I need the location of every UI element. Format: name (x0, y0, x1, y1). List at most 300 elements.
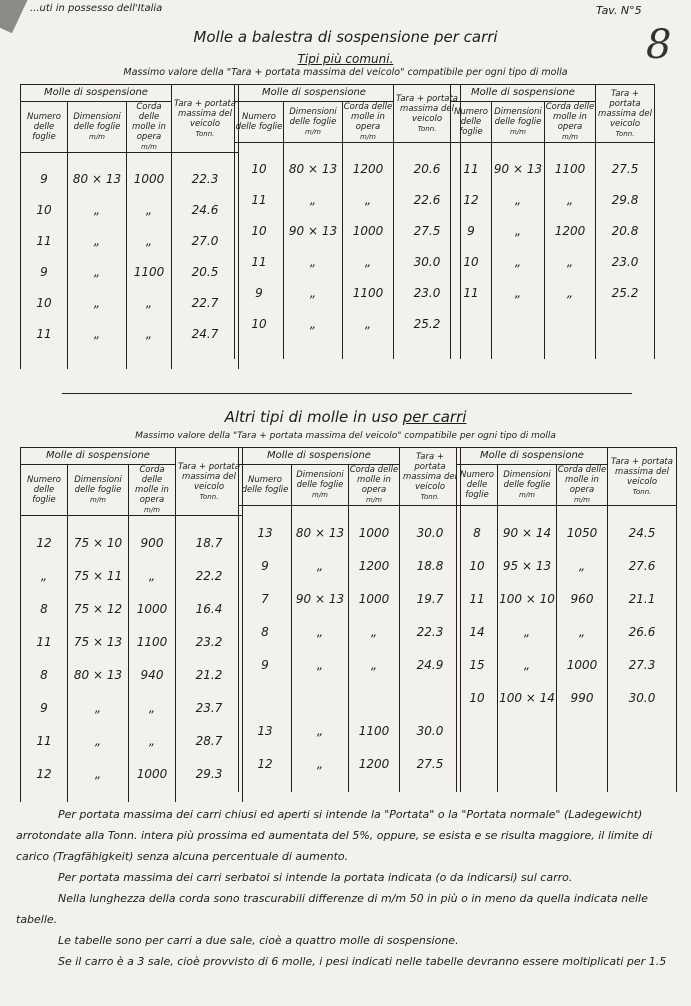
header-dim-label: Dimensioni delle foglie (74, 475, 122, 495)
header-tara-label: Tara + portata massima del veicolo (396, 93, 458, 124)
table-cell: 90 × 14 (498, 516, 557, 549)
table-cell: 10 (457, 549, 498, 582)
note-paragraph: Le tabelle sono per carri a due sale, cioè a quattro molle di sospensione. (58, 934, 459, 947)
table-cell: 80 × 13 (68, 163, 127, 194)
header-tara-unit: Tonn. (615, 129, 635, 138)
table-cell (608, 747, 677, 780)
header-tara (608, 448, 677, 506)
table-row (451, 184, 655, 215)
spacer-cell (68, 349, 127, 369)
table-cell: „ (557, 615, 608, 648)
table-cell: 940 (129, 658, 176, 691)
table-cell: „ (557, 549, 608, 582)
table-cell: 1100 (349, 714, 400, 747)
spacer-cell (400, 780, 461, 792)
section1-title: Molle a balestra di sospensione per carri (193, 28, 498, 46)
table-cell: 95 × 13 (498, 549, 557, 582)
header-dim (492, 102, 545, 143)
header-num-label: Numero delle foglie (241, 475, 289, 495)
table-cell: 1200 (545, 215, 596, 246)
table-cell: 7 (239, 582, 292, 615)
table-cell: 10 (21, 287, 68, 318)
spacer-cell (172, 349, 239, 369)
table-row (21, 163, 239, 194)
table-cell: 10 (21, 194, 68, 225)
table-cell: 25.2 (394, 308, 461, 339)
table-cell: „ (68, 287, 127, 318)
table-cell (545, 308, 596, 339)
table-cell: „ (292, 648, 349, 681)
header-num (21, 465, 68, 516)
table-row (21, 559, 243, 592)
spacer-cell (498, 780, 557, 792)
header-corda-label: Corda delle molle in opera (349, 465, 399, 495)
table-row (21, 526, 243, 559)
table-cell: „ (127, 225, 172, 256)
table-cell (451, 308, 492, 339)
table-cell: „ (545, 277, 596, 308)
spacer-cell (451, 339, 492, 359)
table-row (235, 308, 461, 339)
spacer-cell (235, 339, 284, 359)
spacer-cell (239, 780, 292, 792)
table-cell (498, 747, 557, 780)
table-cell: 13 (239, 516, 292, 549)
header-corda (129, 465, 176, 516)
table-row (457, 615, 677, 648)
table-cell: 24.7 (172, 318, 239, 349)
table-cell: 30.0 (400, 516, 461, 549)
table-row (21, 691, 243, 724)
table-row (235, 184, 461, 215)
table-cell: 11 (457, 582, 498, 615)
table-cell: „ (349, 648, 400, 681)
table-cell: 80 × 13 (284, 153, 343, 184)
table-row (239, 681, 461, 714)
table-cell: „ (492, 184, 545, 215)
header-dim (284, 102, 343, 143)
header-tara-label: Tara + portata massima del veicolo (598, 88, 652, 129)
header-dim-unit: m/m (519, 491, 535, 499)
table-cell: 14 (457, 615, 498, 648)
table-cell (608, 714, 677, 747)
header-tara-unit: Tonn. (195, 129, 215, 138)
table-row (451, 246, 655, 277)
header-corda-label: Corda delle molle in opera (545, 102, 595, 132)
table-cell: 11 (21, 318, 68, 349)
header-num-label: Numero delle foglie (27, 475, 61, 505)
handwritten-page-mark: 8 (646, 22, 672, 68)
table-cell: „ (284, 277, 343, 308)
header-num-label: Numero delle foglie (454, 107, 488, 137)
spring-table (20, 447, 243, 802)
spacer-cell (127, 153, 172, 164)
table-cell: „ (349, 615, 400, 648)
table-cell: 30.0 (400, 714, 461, 747)
table-cell: 9 (21, 256, 68, 287)
table-row (451, 308, 655, 339)
spacer-cell (68, 153, 127, 164)
table-row (457, 582, 677, 615)
table-row (21, 287, 239, 318)
table-row (21, 625, 243, 658)
spacer-cell (21, 349, 68, 369)
header-corda (343, 102, 394, 143)
header-tara-unit: Tonn. (199, 492, 219, 501)
table-cell: 23.2 (176, 625, 243, 658)
spacer-cell (129, 790, 176, 802)
table-cell: 960 (557, 582, 608, 615)
table-row (239, 714, 461, 747)
table-cell: 11 (451, 277, 492, 308)
table-cell: 9 (451, 215, 492, 246)
spacer-cell (557, 780, 608, 792)
table-row (21, 225, 239, 256)
table-cell: „ (545, 184, 596, 215)
header-corda-unit: m/m (360, 133, 376, 141)
table-cell: 8 (21, 592, 68, 625)
table-cell: 11 (21, 625, 68, 658)
table-row (451, 153, 655, 184)
table-cell (557, 714, 608, 747)
table-row (457, 747, 677, 780)
spacer-cell (596, 339, 655, 359)
table-cell: „ (343, 246, 394, 277)
header-num (457, 465, 498, 506)
header-num (239, 465, 292, 506)
table-cell (457, 747, 498, 780)
header-tara-unit: Tonn. (420, 492, 440, 501)
table-cell: 27.6 (608, 549, 677, 582)
table-cell: 29.3 (176, 757, 243, 790)
table-cell: 21.1 (608, 582, 677, 615)
table-row (21, 757, 243, 790)
header-corda-label: Corda delle molle in opera (557, 465, 607, 495)
table-cell (239, 681, 292, 714)
table-row (239, 549, 461, 582)
spacer-cell (457, 780, 498, 792)
table-cell: 1000 (349, 516, 400, 549)
table-cell: „ (127, 194, 172, 225)
header-group-label: Molle di sospensione (235, 85, 394, 102)
table-row (235, 246, 461, 277)
table-row (239, 615, 461, 648)
spacer-cell (343, 143, 394, 154)
note-paragraph: Se il carro è a 3 sale, cioè provvisto di 6 molle, i pesi indicati nelle tabelle devranno essere moltiplicati per 1.5 (58, 955, 667, 968)
table-cell: 11 (235, 184, 284, 215)
table-row (451, 215, 655, 246)
header-num-label: Numero delle foglie (235, 112, 283, 132)
table-cell: 30.0 (394, 246, 461, 277)
table-cell (596, 308, 655, 339)
table-cell: 27.0 (172, 225, 239, 256)
header-group-label: Molle di sospensione (457, 448, 608, 465)
spacer-cell (284, 339, 343, 359)
table-cell: 90 × 13 (292, 582, 349, 615)
header-tara-unit: Tonn. (417, 124, 437, 133)
spacer-cell (172, 153, 239, 164)
spacer-cell (545, 143, 596, 154)
section2-title (0, 408, 691, 426)
table-cell: „ (129, 559, 176, 592)
table-cell: 23.0 (596, 246, 655, 277)
table-cell: 1000 (557, 648, 608, 681)
header-tara (400, 448, 461, 506)
table-cell: 8 (21, 658, 68, 691)
spacer-cell (68, 516, 129, 527)
table-cell: „ (292, 615, 349, 648)
spring-data-table (20, 447, 243, 802)
table-cell: „ (68, 225, 127, 256)
table-cell: „ (343, 308, 394, 339)
header-dim-unit: m/m (89, 133, 105, 141)
table-cell: 100 × 10 (498, 582, 557, 615)
header-tara-label: Tara + portata massima del veicolo (403, 451, 457, 492)
table-cell: „ (129, 724, 176, 757)
header-dim-label: Dimensioni delle foglie (503, 470, 551, 490)
spacer-cell (608, 506, 677, 517)
table-cell: „ (498, 648, 557, 681)
table-cell: 9 (21, 163, 68, 194)
note-paragraph: Nella lunghezza della corda sono trascurabili differenze di m/m 50 in più o in meno da quella indicata nelle tabelle. (16, 892, 648, 926)
spring-data-table (238, 447, 461, 792)
table-cell (492, 308, 545, 339)
spacer-cell (239, 506, 292, 517)
section-divider (62, 393, 632, 394)
table-cell: „ (492, 246, 545, 277)
header-num (21, 102, 68, 153)
table-cell: 22.6 (394, 184, 461, 215)
table-cell (457, 714, 498, 747)
spacer-cell (492, 339, 545, 359)
header-tara (176, 448, 243, 516)
table-cell: 10 (457, 681, 498, 714)
table-cell: 1100 (343, 277, 394, 308)
header-dim (292, 465, 349, 506)
table-cell: 1200 (349, 747, 400, 780)
table-row (21, 724, 243, 757)
header-group-label: Molle di sospensione (21, 85, 172, 102)
header-corda (349, 465, 400, 506)
spring-table (234, 84, 461, 359)
header-num (451, 102, 492, 143)
table-cell: 75 × 12 (68, 592, 129, 625)
header-num-label: Numero delle foglie (27, 112, 61, 142)
table-cell: 12 (21, 757, 68, 790)
header-corda-label: Corda delle molle in opera (343, 102, 393, 132)
table-cell: „ (284, 308, 343, 339)
table-cell: 22.7 (172, 287, 239, 318)
header-tara-unit: Tonn. (632, 487, 652, 496)
table-cell: 19.7 (400, 582, 461, 615)
table-cell: „ (68, 691, 129, 724)
table-cell: „ (68, 256, 127, 287)
table-row (457, 648, 677, 681)
spacer-cell (349, 780, 400, 792)
spring-table (450, 84, 655, 359)
table-cell: 9 (239, 549, 292, 582)
table-cell: 24.5 (608, 516, 677, 549)
table-cell: 11 (235, 246, 284, 277)
table-cell: 1100 (127, 256, 172, 287)
table-cell: 75 × 10 (68, 526, 129, 559)
table-cell: „ (21, 559, 68, 592)
table-cell: 80 × 13 (292, 516, 349, 549)
header-group-label: Molle di sospensione (451, 85, 596, 102)
table-cell: 90 × 13 (284, 215, 343, 246)
table-row (239, 516, 461, 549)
header-dim-label: Dimensioni delle foglie (289, 107, 337, 127)
spacer-cell (176, 516, 243, 527)
spacer-cell (608, 780, 677, 792)
header-dim-label: Dimensioni delle foglie (296, 470, 344, 490)
table-cell: „ (492, 277, 545, 308)
notes-block (16, 804, 684, 972)
header-corda-label: Corda delle molle in opera (135, 465, 169, 505)
table-cell: 27.5 (394, 215, 461, 246)
table-cell: 18.7 (176, 526, 243, 559)
table-cell: „ (127, 318, 172, 349)
plate-number: Tav. N°5 (596, 4, 642, 17)
spacer-cell (545, 339, 596, 359)
table-cell: 11 (21, 724, 68, 757)
header-dim-unit: m/m (312, 491, 328, 499)
table-cell: 11 (21, 225, 68, 256)
table-cell: 75 × 13 (68, 625, 129, 658)
table-cell: „ (343, 184, 394, 215)
spacer-cell (284, 143, 343, 154)
spacer-cell (349, 506, 400, 517)
table-cell: 28.7 (176, 724, 243, 757)
table-cell: 1100 (129, 625, 176, 658)
table-cell: 24.6 (172, 194, 239, 225)
table-cell: „ (284, 246, 343, 277)
table-cell: 8 (457, 516, 498, 549)
table-cell: „ (292, 714, 349, 747)
spacer-cell (21, 516, 68, 527)
table-cell: 1000 (349, 582, 400, 615)
header-group-label: Molle di sospensione (239, 448, 400, 465)
table-cell: 23.0 (394, 277, 461, 308)
table-cell: 8 (239, 615, 292, 648)
spacer-cell (596, 143, 655, 154)
header-num-label: Numero delle foglie (460, 470, 494, 500)
spacer-cell (68, 790, 129, 802)
spacer-cell (21, 153, 68, 164)
spacer-cell (343, 339, 394, 359)
header-num (235, 102, 284, 143)
table-cell: 22.3 (172, 163, 239, 194)
table-cell: „ (292, 549, 349, 582)
table-cell: 1050 (557, 516, 608, 549)
table-cell: 9 (21, 691, 68, 724)
table-cell: 13 (239, 714, 292, 747)
table-row (235, 153, 461, 184)
table-cell: 1200 (349, 549, 400, 582)
header-dim-label: Dimensioni delle foglie (494, 107, 542, 127)
header-dim (68, 465, 129, 516)
table-cell: „ (127, 287, 172, 318)
header-tara (172, 85, 239, 153)
header-tara-label: Tara + portata massima del veicolo (611, 456, 673, 487)
note-paragraph: Per portata massima dei carri serbatoi si intende la portata indicata (o da indicarsi) sul carro. (58, 871, 573, 884)
spring-data-table (456, 447, 677, 792)
header-dim-unit: m/m (305, 128, 321, 136)
spacer-cell (492, 143, 545, 154)
table-row (457, 516, 677, 549)
table-cell: 18.8 (400, 549, 461, 582)
table-cell: 10 (235, 153, 284, 184)
table-cell: 30.0 (608, 681, 677, 714)
table-cell: 15 (457, 648, 498, 681)
header-dim-unit: m/m (510, 128, 526, 136)
table-row (239, 747, 461, 780)
table-cell: 9 (239, 648, 292, 681)
spring-table (238, 447, 461, 792)
table-cell: 10 (235, 215, 284, 246)
table-cell: „ (129, 691, 176, 724)
table-cell: „ (492, 215, 545, 246)
table-row (21, 256, 239, 287)
table-cell: 1000 (129, 592, 176, 625)
table-cell: „ (545, 246, 596, 277)
table-row (239, 582, 461, 615)
spacer-cell (557, 506, 608, 517)
table-cell: 100 × 14 (498, 681, 557, 714)
table-cell: 22.2 (176, 559, 243, 592)
header-corda-unit: m/m (574, 496, 590, 504)
note-paragraph: Per portata massima dei carri chiusi ed aperti si intende la "Portata" o la "Portata normale" (Ladegewicht) arrotondate alla Tonn. intera più prossima ed aumentata del 5%, oppure, se esista e se risulta maggiore, il limite di carico (Tragfähigkeit) senza alcuna percentuale di aumento. (16, 808, 653, 863)
table-row (457, 714, 677, 747)
section2-title-underlined: per carri (402, 408, 467, 426)
table-cell: 10 (235, 308, 284, 339)
table-row (239, 648, 461, 681)
table-cell: „ (68, 194, 127, 225)
section2-caption: Massimo valore della "Tara + portata massima del veicolo" compatibile per ogni tipo di molla (135, 431, 556, 441)
table-cell: 29.8 (596, 184, 655, 215)
table-cell: 990 (557, 681, 608, 714)
header-corda-unit: m/m (562, 133, 578, 141)
section2-title-text: Altri tipi di molle in uso (224, 408, 403, 426)
header-dim (68, 102, 127, 153)
table-cell: 16.4 (176, 592, 243, 625)
spring-data-table (450, 84, 655, 359)
table-cell: 12 (239, 747, 292, 780)
table-cell: 20.6 (394, 153, 461, 184)
table-row (235, 277, 461, 308)
table-cell: 1100 (545, 153, 596, 184)
table-cell (557, 747, 608, 780)
table-cell: 1200 (343, 153, 394, 184)
table-cell (498, 714, 557, 747)
spacer-cell (292, 506, 349, 517)
spacer-cell (498, 506, 557, 517)
header-left-text: ...uti in possesso dell'Italia (30, 3, 163, 14)
table-cell (292, 681, 349, 714)
table-cell: 11 (451, 153, 492, 184)
table-cell: 20.5 (172, 256, 239, 287)
header-corda-unit: m/m (144, 506, 160, 514)
spacer-cell (127, 349, 172, 369)
table-cell (400, 681, 461, 714)
table-row (21, 194, 239, 225)
spring-table (20, 84, 239, 369)
table-row (457, 549, 677, 582)
table-cell: 20.8 (596, 215, 655, 246)
table-cell: 10 (451, 246, 492, 277)
spring-data-table (234, 84, 461, 359)
header-tara-label: Tara + portata massima del veicolo (178, 461, 240, 492)
